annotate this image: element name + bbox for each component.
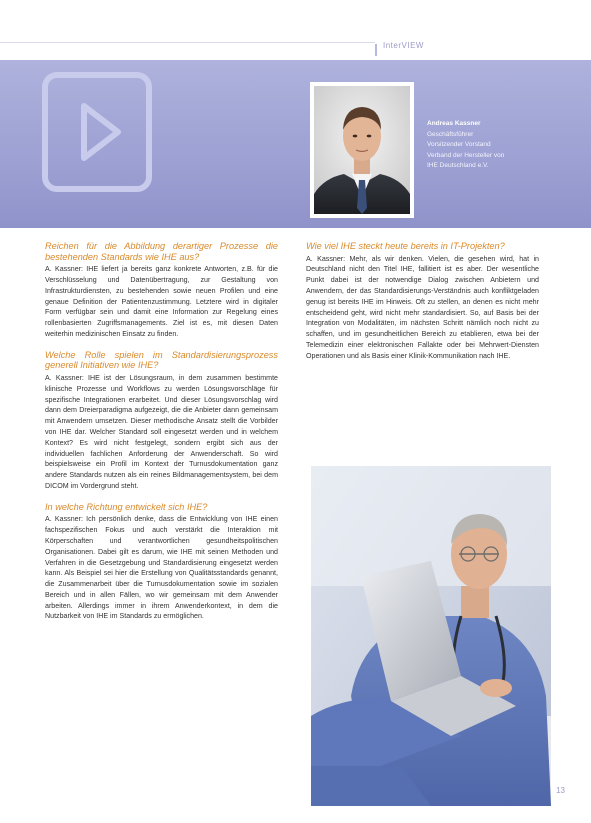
rubric-accent-bar [375,44,377,56]
play-icon [42,72,152,192]
question-heading: In welche Richtung entwickelt sich IHE? [45,501,208,512]
answer-paragraph: A. Kassner: Ich persönlich denke, dass die Entwicklung von IHE einen fachspezifischen Fokus und auch verstärkt die Interaktion mit Körperschaften und verantwortlichen gesundheitspolitischen Organisationen. Dabei gilt es darum, wie IHE mit seinen Methoden und Verfahren in die Gesetzgebung und Standardisierung eingesetzt werden kann. Als Beispiel sei hier die Erstellung von Qualitätsstandards genannt, die Zusammenarbeit über die Turnusdokumentation sowie im sozialen Bereich und in allen Fällen, wo wir gemeinsam mit dem Anwender arbeiten. Allerdings immer in ihrem Anwenderkontext, in dem die Nutzbarkeit von IHE im Standards zu ermöglichen. [45,515,278,621]
answer-paragraph: A. Kassner: IHE liefert ja bereits ganz konkrete Antworten, z.B. für die Verschlüsselung und Datenübertragung, zur Gestaltung von Infrastrukturdiensten, zu bestehenden sowie neuen Profilen und eine genaue Definition der Patientenzustimmung. Letztere wird in digitaler Form verfügbar sein und damit eine Information zur Regelung eines rollenbasierten Zugriffsmanagements. Ziel ist es, mit diesen Daten weiterhin medizinischen Einsatz zu finden. [45,265,278,338]
question-heading: Wie viel IHE steckt heute bereits in IT-Projekten? [306,241,505,251]
section-rubric [375,40,591,60]
question-heading: Welche Rolle spielen im Standardisierungsprozess generell Initiativen wie IHE? [45,349,278,371]
right-column [306,241,539,372]
left-column [45,241,278,632]
interviewee-line: Vorsitzender Vorstand [427,141,491,148]
interviewee-portrait [314,86,410,214]
doctor-photo [311,466,551,806]
answer-paragraph: A. Kassner: IHE ist der Lösungsraum, in dem zusammen bestimmte klinische Prozesse und Workflows zu werden Lösungsvorschläge für spezifische Integrationen erarbeitet. Und dieser Lösungsvorschlag wird dann dem Dreierparadigma aufgezeigt, die die Anbieter dann gemeinsam mit Anwendern umsetzen. Dieser methodische Ansatz stellt die Vorbilder von IHE dar. Welcher Standard soll eingesetzt werden und in welchem Kontext? Es wird nicht festgelegt, sondern ergibt sich aus der individuellen fachlichen Anforderung der Anwenderschaft. So wird beispielsweise ein Profil im Kontext der Turnusdokumentation ganz andere Standards nutzen als ein reines Bildmanagementsystem, bei dem DICOM im Vordergrund steht. [45,373,278,490]
interviewee-caption [427,119,504,172]
question-heading: Reichen für die Abbildung derartiger Prozesse die bestehenden Standards wie IHE aus? [45,241,278,262]
interviewee-line: Verband der Hersteller von [427,151,505,159]
interviewee-line: Geschäftsführer [427,130,474,138]
interviewee-line: IHE Deutschland e.V. [427,162,489,169]
page-number: 13 [556,786,565,795]
rubric-label: InterVIEW [383,41,424,50]
answer-paragraph: A. Kassner: Mehr, als wir denken. Vielen, die gesehen wird, hat in Deutschland nicht den Titel IHE, fallitiert ist es aber. Der wesentliche Punkt dabei ist der notwendige Dialog zwischen Anbietern und Anwendern, der das Standardisierungs-Verständnis auch konfliktgeladen genug ist bereits IHE im Hinweis. Oft zu stellen, an denen es nicht mehr entscheidend geht, wird nicht mehr standardisiert. So, auf Basis bei der Integration von Modalitäten, im nächsten Schritt nämlich noch nicht zu schaffen, und im gesundheitlichen Bereich zu etablieren, etwa bei der Telemedizin einer elektronischen Fallakte oder bei Mehrwert-Diensten Operationen und als Basis einer Klinik-Kommunikation nach IHE. [306,254,539,360]
interviewee-name: Andreas Kassner [427,120,481,127]
